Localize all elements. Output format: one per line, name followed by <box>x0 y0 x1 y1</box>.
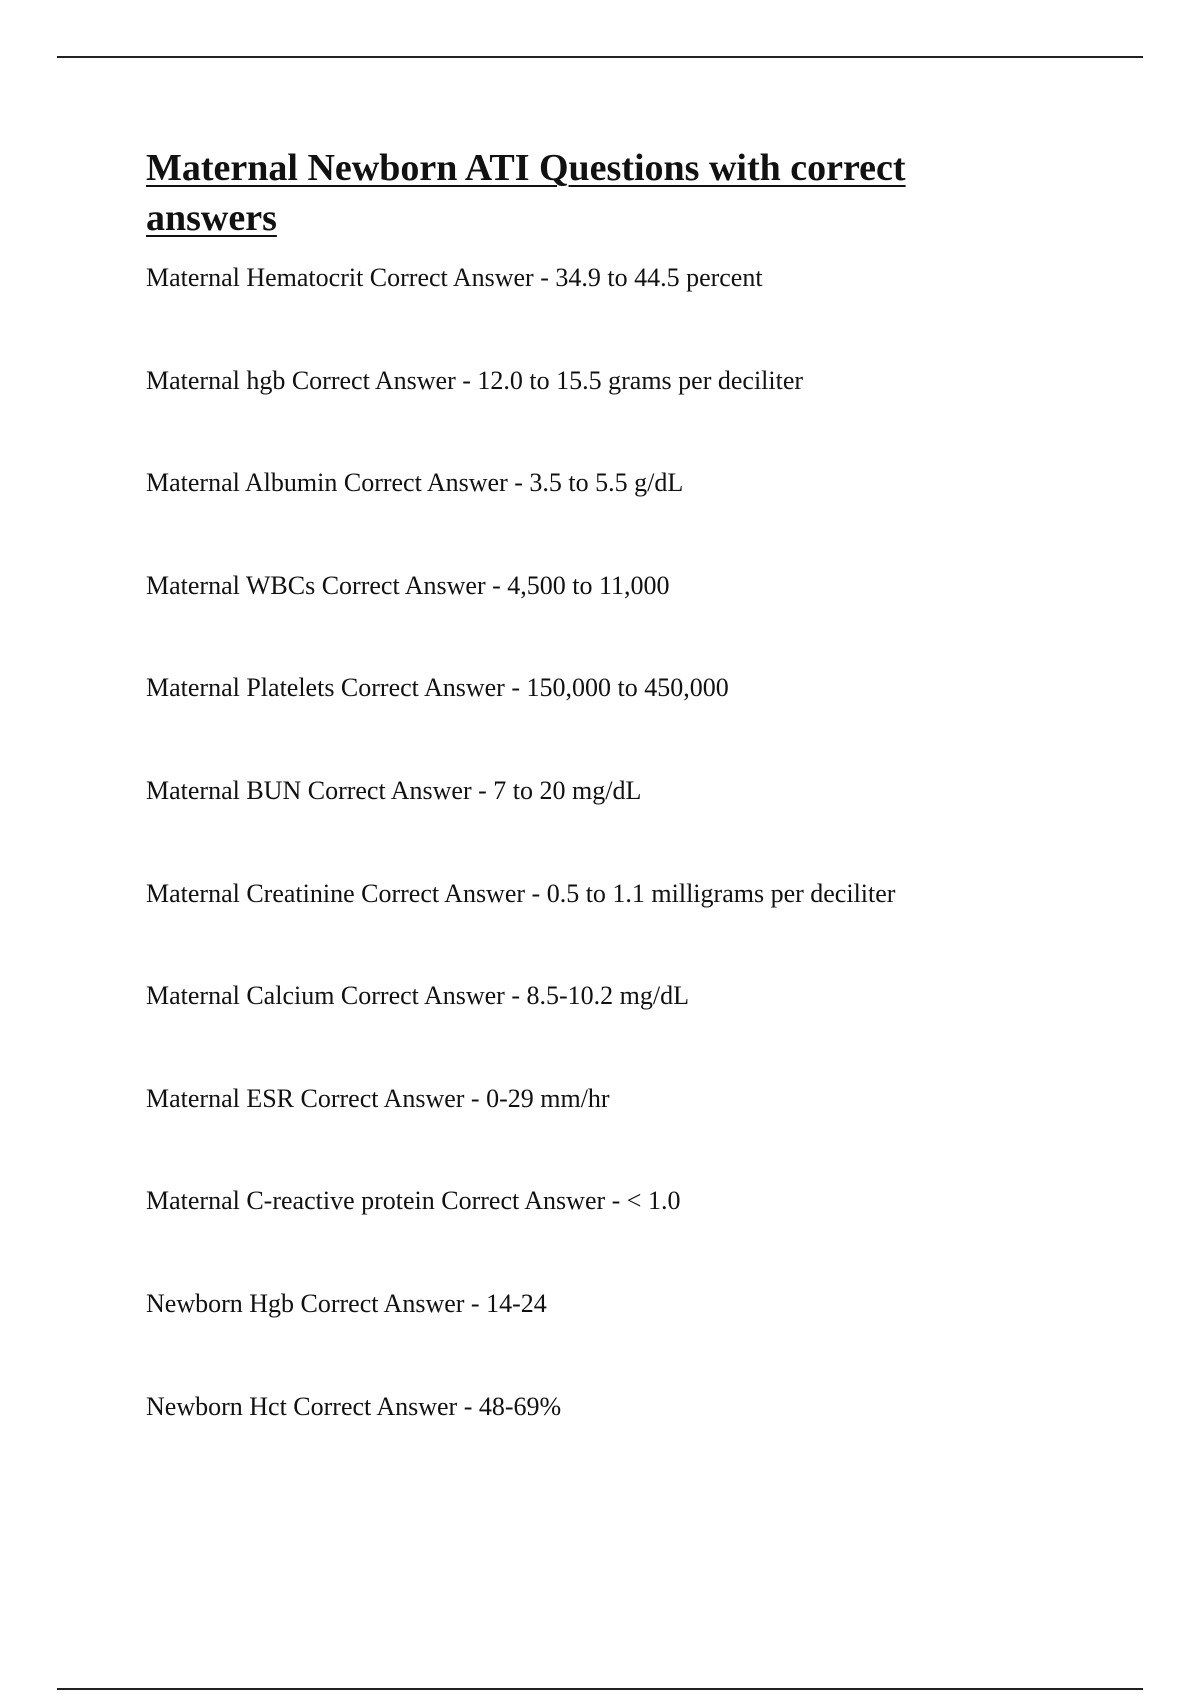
page-bottom-rule <box>57 1688 1143 1690</box>
qa-item: Maternal Albumin Correct Answer - 3.5 to 5.5 g/dL <box>146 468 684 498</box>
qa-item: Maternal Creatinine Correct Answer - 0.5 to 1.1 milligrams per deciliter <box>146 878 896 908</box>
qa-item: Maternal Calcium Correct Answer - 8.5-10.2 mg/dL <box>146 981 689 1011</box>
qa-item: Maternal ESR Correct Answer - 0-29 mm/hr <box>146 1083 610 1113</box>
page-top-rule <box>57 56 1143 58</box>
qa-list <box>146 260 1126 1491</box>
qa-item: Maternal hgb Correct Answer - 12.0 to 15.5 grams per deciliter <box>146 365 804 395</box>
qa-item: Newborn Hgb Correct Answer - 14-24 <box>146 1288 547 1318</box>
qa-item: Maternal C-reactive protein Correct Answer - < 1.0 <box>146 1186 681 1216</box>
qa-item: Maternal BUN Correct Answer - 7 to 20 mg/dL <box>146 775 642 805</box>
qa-item: Maternal Platelets Correct Answer - 150,000 to 450,000 <box>146 673 729 703</box>
qa-item: Maternal Hematocrit Correct Answer - 34.9 to 44.5 percent <box>146 263 763 292</box>
qa-item: Newborn Hct Correct Answer - 48-69% <box>146 1391 562 1421</box>
qa-item: Maternal WBCs Correct Answer - 4,500 to 11,000 <box>146 570 670 600</box>
document-title: Maternal Newborn ATI Questions with correct answers <box>146 147 906 239</box>
